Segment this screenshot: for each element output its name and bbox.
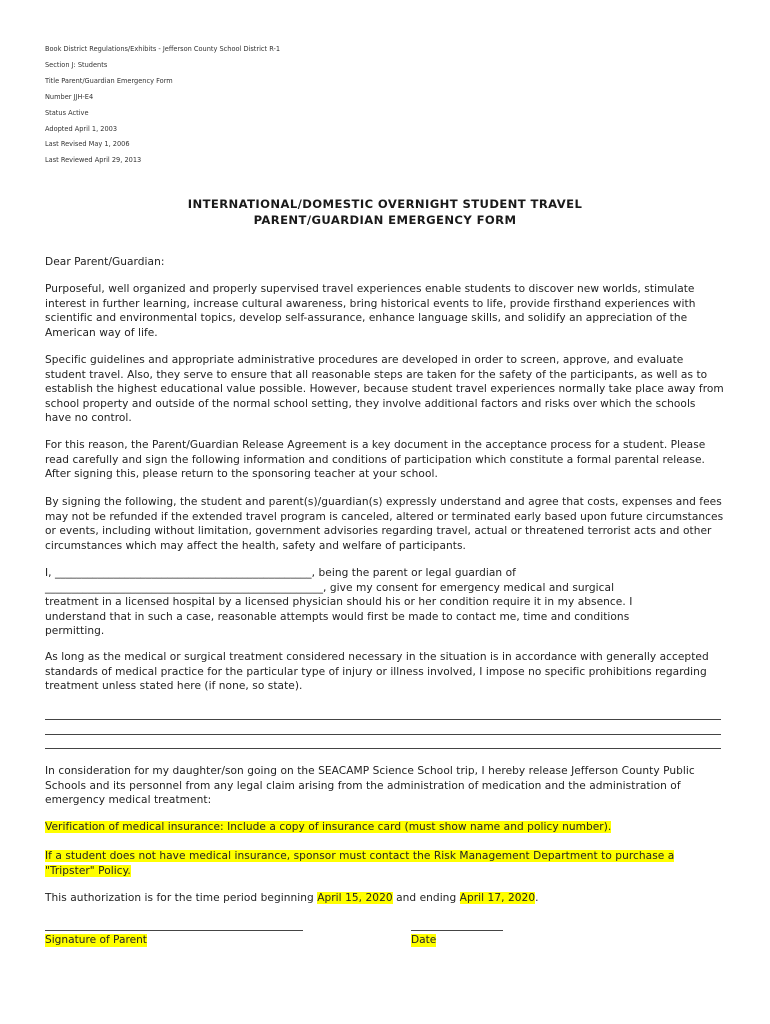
date-label: Date [411,934,437,946]
paragraph-release-agreement: For this reason, the Parent/Guardian Release Agreement is a key document in the acceptance process for a student. Please read carefully and sign the following information and conditions of participation which constitute a formal parental release. After signing this, please return to the sponsoring teacher at your school. [45,439,706,481]
consent-line-3: treatment in a licensed hospital by a licensed physician should his or her condition require it in my absence. I [45,596,633,609]
period-mid: and ending [392,892,460,904]
form-title-line1: INTERNATIONAL/DOMESTIC OVERNIGHT STUDENT TRAVEL [187,197,583,211]
parent-signature-label: Signature of Parent [45,934,147,946]
period-suffix: . [535,892,539,904]
consent-line-5: permitting. [45,625,105,638]
paragraph-refund: By signing the following, the student and parent(s)/guardian(s) expressly understand and agree that costs, expenses and fees may not be refunded if the extended travel program is canceled, altered or terminated early based upon future circumstances or events, including without limitation, government advisories regarding travel, actual or threatened terrorist acts and other circumstances which may affect the health, safety and welfare of participants. [45,496,724,552]
meta-title: Title Parent/Guardian Emergency Form [45,77,173,85]
period-end-date: April 17, 2020 [459,892,536,904]
meta-reviewed: Last Reviewed April 29, 2013 [45,156,142,164]
period-start-date: April 15, 2020 [317,892,393,904]
consent-line-4: understand that in such a case, reasonable attempts would first be made to contact me, time and conditions [45,610,630,623]
date-line[interactable] [411,930,503,931]
meta-status: Status Active [45,109,89,117]
meta-adopted: Adopted April 1, 2003 [45,125,118,133]
form-title-line2: PARENT/GUARDIAN EMERGENCY FORM [253,213,517,227]
paragraph-treatment: As long as the medical or surgical treatment considered necessary in the situation is in accordance with generally accepted standards of medical practice for the particular type of injury or illness involved, I impose no specific prohibitions regarding treatment unless stated here (if none, so state). [45,651,709,693]
prohibitions-line-1[interactable] [45,719,721,720]
prohibitions-line-3[interactable] [45,748,721,749]
consent-line-2: ____________________________________________________, give my consent for emergency medical and surgical [45,581,615,594]
consent-line-1: I, ________________________________________________, being the parent or legal guardian of [45,567,516,579]
tripster-text: If a student does not have medical insurance, sponsor must contact the Risk Management Department to purchase a "Tripster" Policy. [45,850,675,877]
paragraph-purpose: Purposeful, well organized and properly supervised travel experiences enable students to discover new worlds, stimulate interest in further learning, increase cultural awareness, bring historical events to life, provide firsthand experiences with scientific and environmental topics, develop self-assurance, enhance language skills, and solidify an appreciation of the American way of life. [45,283,696,339]
meta-section: Section J: Students [45,61,108,69]
parent-signature-line[interactable] [45,930,303,931]
meta-revised: Last Revised May 1, 2006 [45,140,130,148]
meta-number: Number JJH-E4 [45,93,94,101]
meta-book: Book District Regulations/Exhibits - Jefferson County School District R-1 [45,45,281,53]
verification-note [45,820,725,835]
verification-text: Verification of medical insurance: Include a copy of insurance card (must show name and policy number). [45,821,612,833]
salutation: Dear Parent/Guardian: [45,256,165,268]
period-prefix: This authorization is for the time period beginning [45,892,318,904]
consent-paragraph [45,566,725,639]
paragraph-guidelines: Specific guidelines and appropriate administrative procedures are developed in order to screen, approve, and evaluate student travel. Also, they serve to ensure that all reasonable steps are taken for the safety of the participants, as well as to establish the highest educational value possible. However, because student travel experiences normally take place away from school property and outside of the normal school setting, they involve additional factors and risks over which the schools have no control. [45,354,724,425]
authorization-period [45,891,725,906]
prohibitions-line-2[interactable] [45,734,721,735]
paragraph-seacamp-release: In consideration for my daughter/son going on the SEACAMP Science School trip, I hereby release Jefferson County Public Schools and its personnel from any legal claim arising from the administration of medication and the administration of emergency medical treatment: [45,765,695,807]
tripster-note [45,849,725,878]
